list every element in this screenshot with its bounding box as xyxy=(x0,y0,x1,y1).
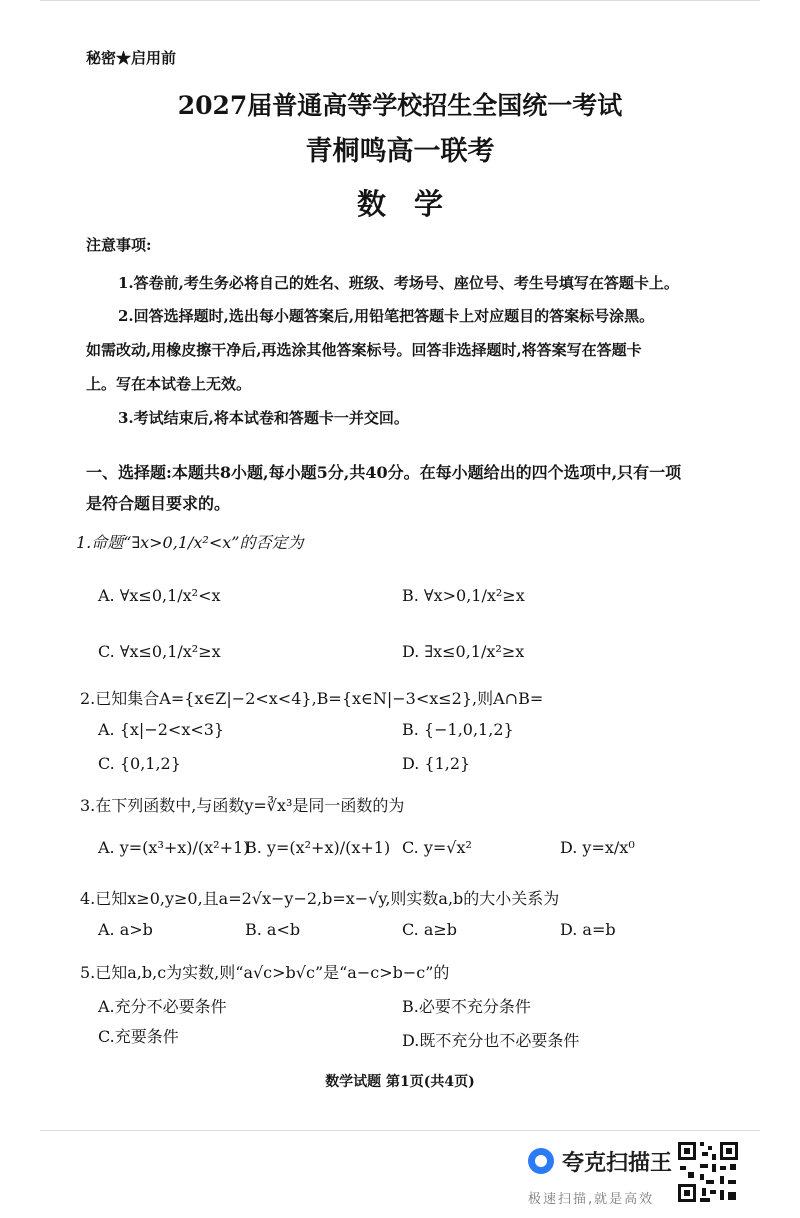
bottom-divider xyxy=(40,1130,760,1131)
question-5-option-a: A.充分不必要条件 xyxy=(98,997,227,1016)
question-3-option-a: A. y=(x³+x)/(x²+1) xyxy=(98,838,250,857)
notice-item-2-line-3: 上。写在本试卷上无效。 xyxy=(86,375,252,393)
question-3-stem: 3.在下列函数中,与函数y=∛x³是同一函数的为 xyxy=(80,796,405,815)
notice-item-1: 1.答卷前,考生务必将自己的姓名、班级、考场号、座位号、考生号填写在答题卡上。 xyxy=(118,274,679,292)
question-2-option-b: B. {−1,0,1,2} xyxy=(402,720,514,739)
notice-heading: 注意事项: xyxy=(86,236,152,254)
section-heading-line-1: 一、选择题:本题共8小题,每小题5分,共40分。在每小题给出的四个选项中,只有一项 xyxy=(86,463,682,482)
page-footer: 数学试题 第1页(共4页) xyxy=(325,1074,475,1090)
quark-logo-icon xyxy=(528,1148,554,1174)
scanner-tagline: 极速扫描,就是高效 xyxy=(528,1192,655,1207)
question-5-option-c: C.充要条件 xyxy=(98,1027,179,1046)
question-4-stem: 4.已知x≥0,y≥0,且a=2√x−y−2,b=x−√y,则实数a,b的大小关系为 xyxy=(80,889,560,908)
scanner-brand-name: 夸克扫描王 xyxy=(562,1151,673,1176)
notice-item-2-line-2: 如需改动,用橡皮擦干净后,再选涂其他答案标号。回答非选择题时,将答案写在答题卡 xyxy=(86,341,642,359)
question-3-option-c: C. y=√x² xyxy=(402,838,472,857)
question-3-option-b: B. y=(x²+x)/(x+1) xyxy=(245,838,391,857)
question-2-option-c: C. {0,1,2} xyxy=(98,754,181,773)
subject-title: 数学 xyxy=(356,187,471,221)
exam-subtitle: 青桐鸣高一联考 xyxy=(305,136,495,167)
question-1-option-c: C. ∀x≤0,1/x²≥x xyxy=(98,642,221,661)
question-1-option-b: B. ∀x>0,1/x²≥x xyxy=(402,586,525,605)
notice-item-3: 3.考试结束后,将本试卷和答题卡一并交回。 xyxy=(118,409,409,427)
top-divider xyxy=(40,0,760,1)
question-1-stem: 1.命题“∃x>0,1/x²<x”的否定为 xyxy=(76,533,304,552)
question-2-option-a: A. {x|−2<x<3} xyxy=(98,720,225,739)
question-2-option-d: D. {1,2} xyxy=(402,754,471,773)
question-4-option-d: D. a=b xyxy=(560,920,616,939)
question-5-stem: 5.已知a,b,c为实数,则“a√c>b√c”是“a−c>b−c”的 xyxy=(80,963,450,982)
qr-code-icon xyxy=(676,1140,740,1204)
question-5-option-d: D.既不充分也不必要条件 xyxy=(402,1031,580,1050)
confidential-mark: 秘密★启用前 xyxy=(86,49,177,67)
question-1-option-a: A. ∀x≤0,1/x²<x xyxy=(98,586,221,605)
question-3-option-d: D. y=x/x⁰ xyxy=(560,838,635,857)
section-heading-line-2: 是符合题目要求的。 xyxy=(86,494,231,513)
notice-item-2-line-1: 2.回答选择题时,选出每小题答案后,用铅笔把答题卡上对应题目的答案标号涂黑。 xyxy=(118,307,655,325)
question-4-option-b: B. a<b xyxy=(245,920,301,939)
question-4-option-a: A. a>b xyxy=(98,920,153,939)
question-2-stem: 2.已知集合A={x∈Z|−2<x<4},B={x∈N|−3<x≤2},则A∩B= xyxy=(80,689,544,708)
question-1-option-d: D. ∃x≤0,1/x²≥x xyxy=(402,642,525,661)
question-5-option-b: B.必要不充分条件 xyxy=(402,997,531,1016)
exam-title: 2027届普通高等学校招生全国统一考试 xyxy=(177,91,623,120)
question-4-option-c: C. a≥b xyxy=(402,920,458,939)
